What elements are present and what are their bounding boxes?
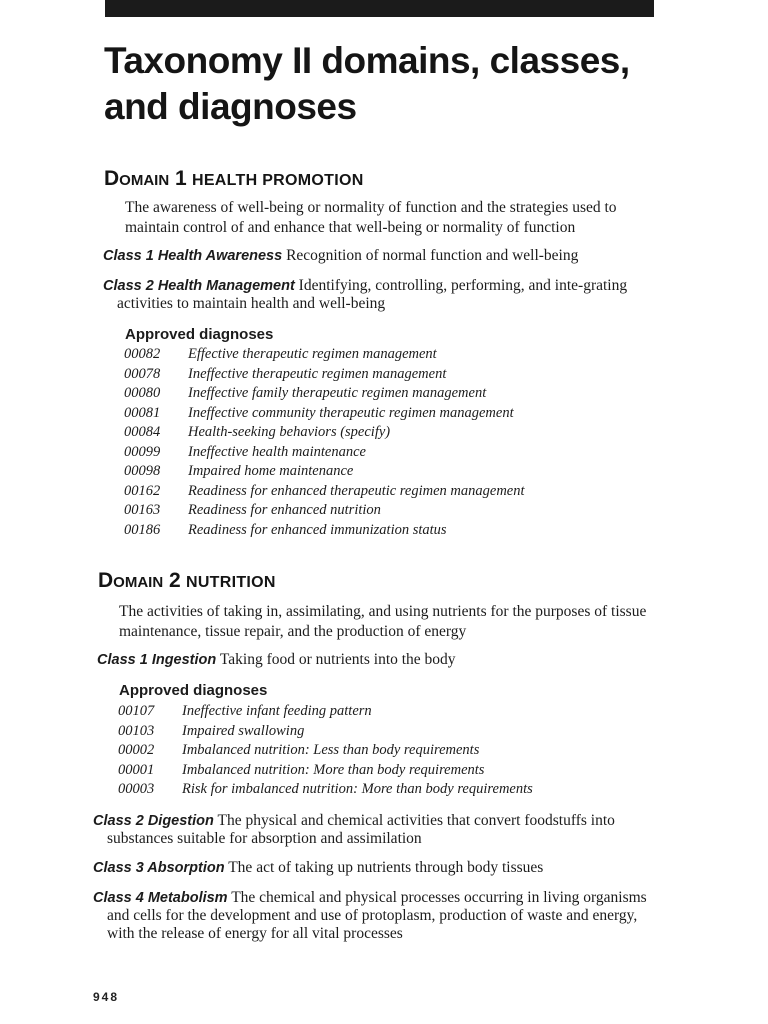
diagnosis-code: 00084	[124, 424, 161, 440]
domain-2-class-2-description: The physical and chemical activities that convert foodstuffs into substances suitable for absorption and assimilation	[107, 812, 615, 847]
diagnosis-text: Impaired swallowing	[182, 722, 305, 739]
diagnosis-row	[118, 741, 533, 761]
domain-2-class-3-name: Class 3 Absorption	[93, 860, 225, 876]
domain-1-class-2-description: Identifying, controlling, performing, and inte-grating activities to maintain health and well-being	[117, 277, 628, 312]
diagnosis-row	[124, 521, 525, 541]
diagnosis-row	[124, 423, 525, 443]
domain-1-name: HEALTH PROMOTION	[191, 172, 364, 189]
diagnosis-code: 00001	[118, 761, 155, 778]
domain-2-class-3	[93, 859, 643, 877]
diagnosis-row	[124, 384, 525, 404]
diagnosis-code: 00082	[124, 346, 161, 362]
diagnosis-text: Imbalanced nutrition: Less than body requirements	[182, 742, 480, 758]
domain-2-class-1-description: Taking food or nutrients into the body	[219, 651, 456, 668]
domain-1-diagnoses-list	[124, 345, 525, 540]
diagnosis-code: 00003	[118, 781, 155, 797]
diagnosis-code: 00080	[124, 385, 161, 401]
diagnosis-code: 00099	[124, 443, 161, 460]
domain-2-approved-heading: Approved diagnoses	[119, 682, 268, 699]
title-line-2: and diagnoses	[104, 86, 357, 127]
domain-2-name: NUTRITION	[185, 574, 276, 591]
diagnosis-text: Ineffective health maintenance	[188, 443, 366, 460]
domain-2-heading	[98, 570, 276, 594]
domain-2-class-4	[93, 889, 660, 943]
diagnosis-code: 00186	[124, 521, 161, 538]
diagnosis-text: Ineffective community therapeutic regimen management	[188, 404, 514, 421]
diagnosis-text: Risk for imbalanced nutrition: More than body requirements	[182, 781, 533, 797]
header-bar	[105, 0, 654, 17]
diagnosis-row	[124, 443, 525, 463]
diagnosis-row	[124, 404, 525, 424]
diagnosis-code: 00002	[118, 742, 155, 758]
diagnosis-code: 00098	[124, 463, 161, 479]
title-line-1: Taxonomy II domains, classes,	[104, 40, 630, 81]
domain-1-approved-heading: Approved diagnoses	[125, 326, 274, 343]
domain-1-description: The awareness of well-being or normality of function and the strategies used to maintain control of and enhance that well-being or normality of function	[125, 199, 617, 236]
diagnosis-code: 00081	[124, 404, 161, 421]
diagnosis-row	[124, 365, 525, 385]
diagnosis-code: 00078	[124, 365, 161, 382]
domain-1-label: Domain 1	[104, 167, 187, 190]
diagnosis-text: Health-seeking behaviors (specify)	[188, 424, 391, 440]
diagnosis-text: Ineffective infant feeding pattern	[182, 703, 372, 719]
diagnosis-code: 00107	[118, 703, 155, 719]
domain-2-description: The activities of taking in, assimilating, and using nutrients for the purposes of tissue maintenance, tissue repair, and the production of energy	[119, 603, 647, 640]
diagnosis-row	[124, 345, 525, 365]
diagnosis-text: Impaired home maintenance	[188, 463, 354, 479]
domain-2-class-1	[97, 651, 647, 669]
diagnosis-text: Ineffective family therapeutic regimen management	[188, 385, 487, 401]
diagnosis-row	[124, 462, 525, 482]
page-number: 948	[93, 990, 120, 1004]
diagnosis-text: Readiness for enhanced nutrition	[188, 502, 381, 518]
diagnosis-text: Imbalanced nutrition: More than body requirements	[182, 761, 485, 778]
diagnosis-text: Readiness for enhanced immunization status	[188, 521, 447, 538]
domain-2-class-4-name: Class 4 Metabolism	[93, 890, 228, 906]
domain-2-class-1-name: Class 1 Ingestion	[97, 652, 217, 668]
diagnosis-code: 00103	[118, 722, 155, 739]
diagnosis-row	[118, 702, 533, 722]
diagnosis-row	[118, 722, 533, 742]
domain-1-class-1-description: Recognition of normal function and well-being	[286, 247, 579, 264]
domain-1-class-1-name: Class 1 Health Awareness	[103, 248, 283, 264]
domain-1-class-2	[103, 277, 652, 313]
domain-2-label: Domain 2	[98, 569, 181, 592]
diagnosis-row	[118, 761, 533, 781]
domain-2-class-3-description: The act of taking up nutrients through body tissues	[228, 859, 544, 876]
domain-1-class-1	[103, 247, 648, 265]
domain-1-class-2-name: Class 2 Health Management	[103, 278, 295, 294]
domain-2-class-2	[93, 812, 655, 848]
diagnosis-row	[118, 780, 533, 800]
diagnosis-code: 00162	[124, 482, 161, 499]
diagnosis-code: 00163	[124, 502, 161, 518]
page-title	[104, 38, 630, 130]
diagnosis-row	[124, 482, 525, 502]
diagnosis-row	[124, 501, 525, 521]
diagnosis-text: Effective therapeutic regimen management	[188, 346, 437, 362]
diagnosis-text: Readiness for enhanced therapeutic regimen management	[188, 482, 525, 499]
domain-2-diagnoses-list	[118, 702, 533, 800]
diagnosis-text: Ineffective therapeutic regimen management	[188, 365, 447, 382]
domain-2-class-2-name: Class 2 Digestion	[93, 813, 214, 829]
domain-2-class-4-description: The chemical and physical processes occurring in living organisms and cells for the development and use of protoplasm, production of waste and energy, with the release of energy for all vital processes	[107, 889, 647, 942]
domain-1-heading	[104, 168, 364, 192]
